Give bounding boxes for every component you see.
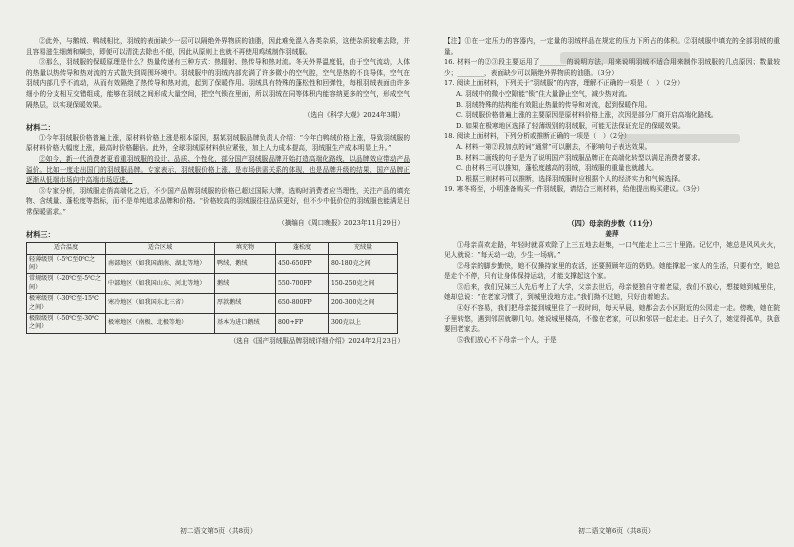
q18-option-d: D. 根据三则材料可以推断，选择羽绒服时应根据个人的经济实力和气候选择。 <box>456 174 685 183</box>
paragraph: ①今年羽绒服价格普遍上涨，原材料价格上涨是根本原因，据某羽绒服品牌负责人介绍：“今年白鸭绒价格上涨，导致羽绒服的原材料价格大幅度上涨，最高时价格翻倍。此外，全球羽绒原材料供应紧张，加上人力成本提高，羽绒服生产成本明显上升。” <box>26 133 410 153</box>
right-page <box>418 0 794 547</box>
table-cell: 200-300克之间 <box>329 294 398 314</box>
question-16: 16. 材料一的②③段主要运用了________的说明方法，用来说明羽绒不适合用来制作羽绒服的几点原因；数量较少；________，表面缺少可以隔绝外界物质的油脂。（3分） <box>444 58 780 77</box>
table-cell: 鸭绒、鹅绒 <box>215 254 276 274</box>
down-jacket-table <box>26 242 398 334</box>
table-cell: 550-700FP <box>276 274 329 294</box>
paragraph: ②此外，与鹅绒、鸭绒相比，羽绒的表面缺少一层可以隔绝外界物质的油脂，因此难免混入各类杂质，这使杂质较难去除，并且容易滋生细菌和螨虫，即便可以清洗去除也不便，因此从原则上也就不再使用鸡绒制作羽绒服。 <box>26 37 410 56</box>
page-footer: 初二语文第5页（共8页） <box>180 527 257 535</box>
article-author: 姜萍 <box>605 229 619 238</box>
page-footer: 初二语文第6页（共8页） <box>578 527 655 535</box>
material-heading: 材料三： <box>26 230 55 240</box>
q18-option-c: C. 由材料三可以推知，蓬松度越高的羽绒，羽绒服的重量也就越大。 <box>456 164 658 173</box>
q17-option-d: D. 如果在极寒地区选择了轻薄级别的羽绒服，可能无法保证充足的保暖效果。 <box>456 121 685 130</box>
underlined-text: ②如今，新一代消费者更看重羽绒服的设计、品质、个性化，部分国产羽绒服品牌开始打造高端化路线，以品牌效应带动产品溢价。比如一度走出国门的羽绒服品牌。专家表示，羽绒服价格上涨，是市场供需关系的体现，也是品牌升级的结果，国产品牌正逐渐从低端市场向中高端市场迈进。 <box>26 154 410 185</box>
scan-smudge <box>620 134 740 143</box>
table-header: 适合温度 <box>27 243 106 254</box>
question-19: 19. 寒冬将至，小明准备购买一件羽绒服，请结合三则材料，给他提出购买建议。（3分） <box>444 185 704 194</box>
q17-option-b: B. 羽绒特殊的结构能有效阻止热量的传导和对流，起到保暖作用。 <box>456 100 652 109</box>
paragraph: ②母亲的脚步勤快，她不仅操持家里的农活，还要照顾年迈的奶奶。她能撑起一家人的生活，只要有空，她总是走个不停，只有让身体保持运动，才能支撑起这个家。 <box>444 261 780 281</box>
table-cell: 厚款鹅绒 <box>215 294 276 314</box>
table-row <box>27 274 398 294</box>
table-cell: 中部地区（如我国山东、河北等地） <box>106 274 215 294</box>
q17-option-c: C. 羽绒服价格普遍上涨的主要原因是原材料价格上涨，次因是部分厂商开启高端化路线。 <box>456 111 718 120</box>
table-cell: 极限级别（-50℃至-30℃之间） <box>27 313 106 333</box>
q18-option-a: A. 材料一第②段加点的词“通常”可以删去，不影响句子表达效果。 <box>456 142 652 151</box>
source-citation: （选自《国产羽绒服品牌羽绒详细介绍》2024年2月23日） <box>229 336 404 345</box>
table-cell: 基本为进口鹅绒 <box>215 313 276 333</box>
table-row <box>27 294 398 314</box>
paragraph: ④好不容易，我们把母亲接到城里住了一段时间，每天早晨，她都会去小区附近的公园走一走。傍晚，她在院子里转悠，遇到邻居就聊几句。她说城里楼高，不像在老家，可以和邻居一起走走。日子久了，她觉得孤单，执意要回老家去。 <box>444 304 780 334</box>
table-header: 充绒量 <box>329 243 398 254</box>
table-cell: 寒冷地区（如我国东北三省） <box>106 294 215 314</box>
question-18: 18. 阅读上面材料，下列分析或推断正确的一项是（ ）（2分） <box>444 132 631 141</box>
paragraph: ①母亲喜欢走路，年轻时就喜欢除了上三五地去赶集，一口气能走上二三十里路。记忆中，她总是风风火火，见人就说：“每天动一动，少生一场病。” <box>444 240 780 260</box>
table-cell: 轻薄级别（-5℃至0℃之间） <box>27 254 106 274</box>
scan-smudge <box>560 52 690 64</box>
paragraph <box>26 154 410 186</box>
footnote: 【注】①在一定压力的容器内，一定量的羽绒样品在规定的压力下所占的体积。②羽绒服中填充的全部羽绒的重量。 <box>444 37 780 56</box>
source-citation: （选自《科学大观》2024年3期） <box>303 111 404 120</box>
table-header: 填充物 <box>215 243 276 254</box>
table-cell: 极寒地区（南极、北极等地） <box>106 313 215 333</box>
table-cell: 650-800FP <box>276 294 329 314</box>
table-header: 蓬松度 <box>276 243 329 254</box>
material-heading: 材料二： <box>26 122 55 132</box>
table-cell: 常规级别（-20℃至-5℃之间） <box>27 274 106 294</box>
table-cell: 300克以上 <box>329 313 398 333</box>
question-17: 17. 阅读上面材料，下列关于“羽绒服”的内容，理解不正确的一项是（ ）（2分） <box>444 79 684 88</box>
table-cell: 450-650FP <box>276 254 329 274</box>
table-cell: 鹅绒 <box>215 274 276 294</box>
table-cell: 南部地区（如我国湖南、湖北等地） <box>106 254 215 274</box>
paragraph: ③专家分析，羽绒服走俏高端化之后，不少国产品牌羽绒服的价格已超过国际大牌，选购时消费者应当理性，关注产品的填充物、含绒量、蓬松度等指标，而不是单纯追求品牌和价格。“价格较高的羽绒服往往品质更好，但不少中低价位的羽绒服也能满足日常保暖需求。” <box>26 186 410 216</box>
table-cell: 极寒级别（-30℃至-15℃之间） <box>27 294 106 314</box>
paragraph: ③那么，羽绒服的保暖原理是什么？热量传递有三种方式：热辐射、热传导和热对流。冬天外界温度低，由于空气流动，人体的热量以热传导和热对流的方式散失到周围环境中。羽绒服中的羽绒内部充满了许多微小的空气腔，空气是热的不良导体，空气在羽绒内部几乎不流动，从而有效隔绝了热传导和热对流，起到了保暖作用。羽绒具有特殊的蓬松性和回弹性，每根羽绒表面由许多细小的分支相互交错组成，能够在羽绒之间形成大量空间，把空气锁在里面，所以羽绒在同等体积内能容纳更多的空气，形成空气隔热层，以实现保暖效果。 <box>26 58 410 109</box>
table-cell: 800+FP <box>276 313 329 333</box>
section-title: （四）母亲的步数（11分） <box>567 218 657 228</box>
table-header: 适合区域 <box>106 243 215 254</box>
table-row <box>27 254 398 274</box>
answer-space <box>444 195 780 217</box>
paragraph: ③后来，我们兄妹三人先后考上了大学，父亲去世后，母亲便独自守着老屋，我们不放心，想接她到城里住，她却总说：“在老家习惯了，到城里没地方走。”我们拗不过她，只好由着她去。 <box>444 282 780 302</box>
q18-option-b: B. 材料二画线的句子是为了说明国产羽绒服品牌正在高端化转型以满足消费者要求。 <box>456 153 705 162</box>
source-citation: （摘编自《周口晚报》2023年11月29日） <box>278 218 404 227</box>
table-header-row <box>27 243 398 254</box>
table-cell: 150-250克之间 <box>329 274 398 294</box>
q17-option-a: A. 羽绒中的微小空隙能“锁”住大量静止空气，减少热对流。 <box>456 89 632 98</box>
paragraph: ⑤我们放心不下母亲一个人，于是 <box>457 335 557 344</box>
table-cell: 80-180克之间 <box>329 254 398 274</box>
table-row <box>27 313 398 333</box>
